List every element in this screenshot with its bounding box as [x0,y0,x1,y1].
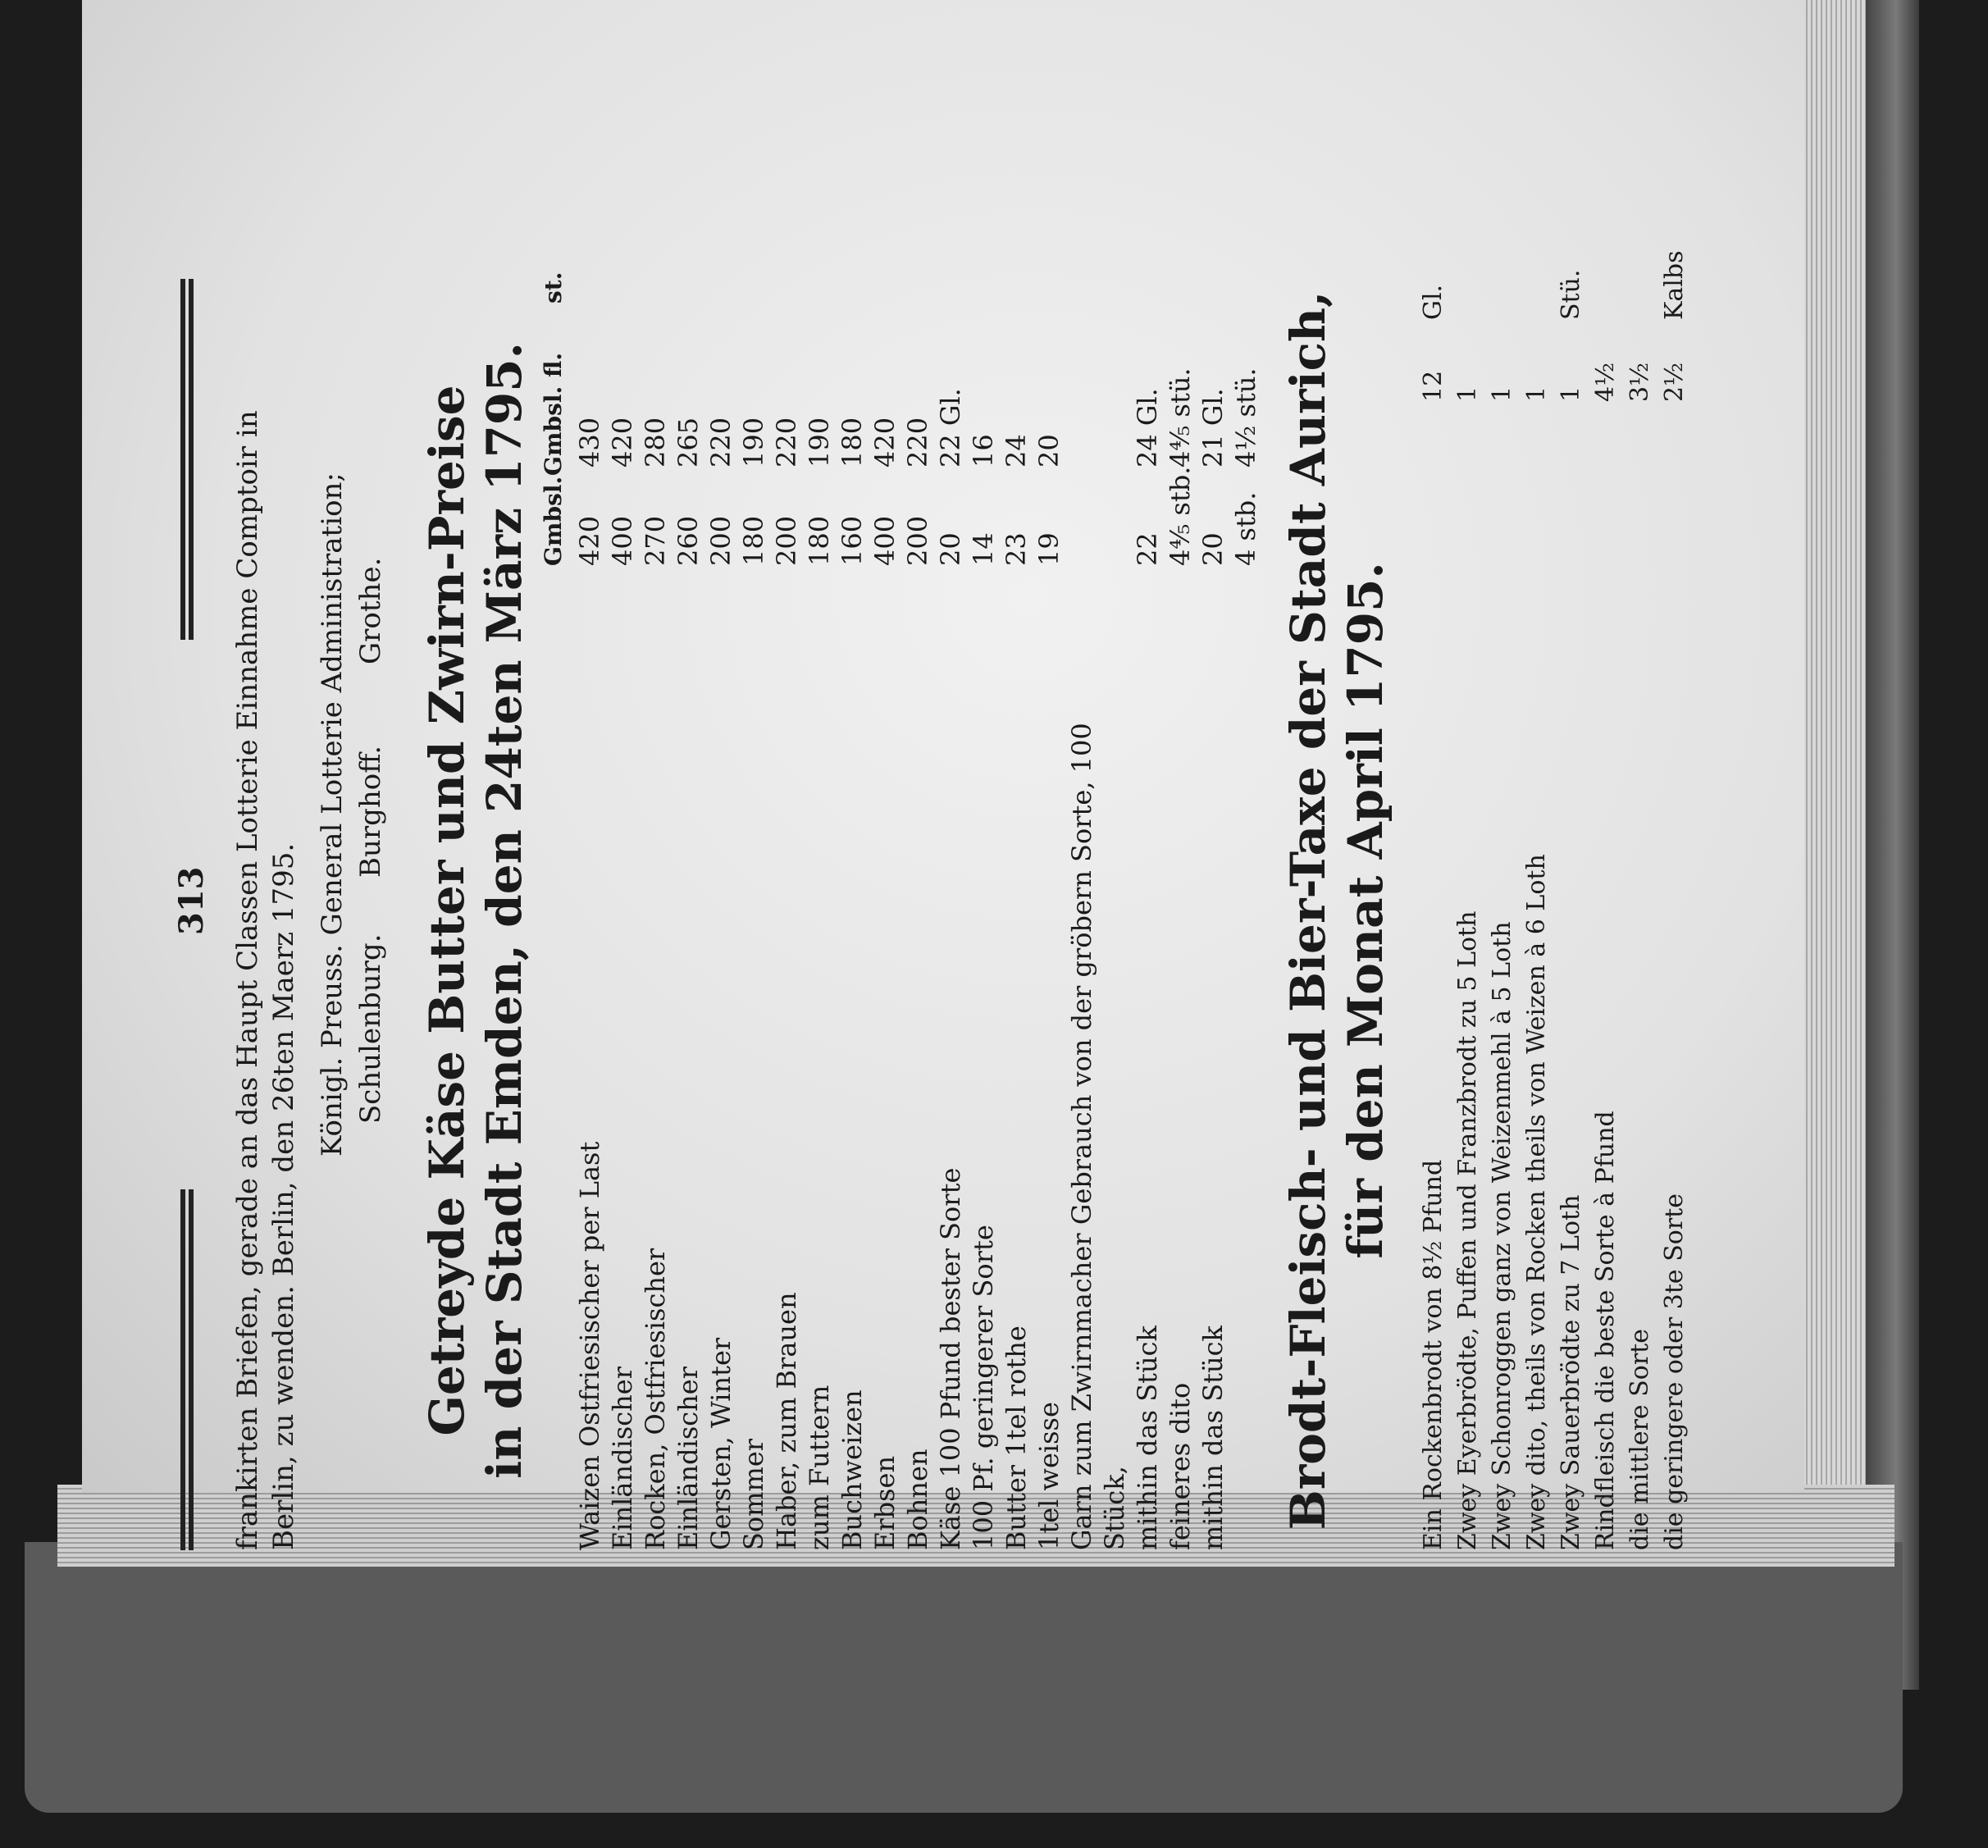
table-row [1099,254,1132,1550]
table-row [1132,254,1165,1550]
header-rule-left [180,1189,194,1550]
table-row [1066,254,1099,1550]
row-value-high: 190 [738,417,769,468]
row-label: Ein Rockenbrodt von 8½ Pfund [1419,1159,1448,1550]
row-value-low: 180 [738,515,769,566]
table-row [1557,254,1589,1550]
row-label: Zwey Schonroggen ganz von Weizenmehl à 5 Loth [1488,921,1516,1550]
table-row [1001,254,1033,1550]
row-value-low: 19 [1033,532,1065,566]
row-label: Zwey Sauerbrödte zu 7 Loth [1557,1194,1585,1550]
row-label: 100 Pf. geringerer Sorte [968,1225,999,1550]
row-label: Zwey dito, theils von Rocken theils von Weizen à 6 Loth [1522,854,1551,1550]
row-unit: Stü. [1557,269,1585,320]
row-value-low: 200 [771,515,802,566]
page-content-rotated [139,238,1763,1583]
page-number: 313 [172,866,211,935]
table-row [1197,254,1230,1550]
section1-title-2: in der Stadt Emden, den 24ten März 1795. [476,342,532,1479]
row-label: mithin das Stück [1197,1326,1229,1550]
header-rule-right [180,279,194,640]
row-unit: Kalbs [1660,250,1689,320]
col-header-3: fl. [540,352,567,377]
intro-line-1: frankirten Briefen, gerade an das Haupt Classen Lotterie Einnahme Comptoir in [231,410,264,1550]
row-label: Erbsen [869,1455,901,1550]
row-value-high: 16 [968,434,999,468]
row-value-low: 4 stb. [1230,491,1261,566]
row-value-high: 430 [574,417,605,468]
row-value-high: 220 [705,417,736,468]
table-row [804,254,837,1550]
row-value-low: 420 [574,515,605,566]
row-label: mithin das Stück [1132,1326,1163,1550]
table-row [1488,254,1521,1550]
table-row [574,254,607,1550]
row-value-high: 220 [771,417,802,468]
table-row [705,254,738,1550]
row-value-high: 420 [869,417,901,468]
signature-name-2: Burghoff. [354,745,387,878]
row-label: zum Futtern [804,1385,835,1550]
row-label: Rindfleisch die beste Sorte à Pfund [1591,1111,1620,1550]
row-label: Zwey Eyerbrödte, Puffen und Franzbrodt zu 5 Loth [1453,910,1482,1550]
table-row [1660,250,1693,1550]
signature-name-3: Grothe. [354,557,387,664]
row-value-low: 23 [1001,532,1032,566]
table-row [1165,254,1197,1550]
row-value-high: 24 [1001,434,1032,468]
table-row [1626,254,1658,1550]
row-label: 1tel weisse [1033,1402,1065,1550]
row-value-low: 20 [1197,532,1229,566]
row-label: Waizen Ostfriesischer per Last [574,1141,605,1550]
row-label: Butter 1tel rothe [1001,1326,1032,1550]
row-label: Käse 100 Pfund bester Sorte [935,1167,966,1550]
running-header [172,238,211,1583]
intro-line-2: Berlin, zu wenden. Berlin, den 26ten Maerz 1795. [267,842,300,1550]
row-value-low: 20 [935,532,966,566]
row-label: die mittlere Sorte [1626,1329,1654,1550]
row-price: 1 [1488,386,1516,402]
row-price: 4½ [1591,362,1620,402]
table-row [869,254,902,1550]
section2-title-1: Brodt-Fleisch- und Bier-Taxe der Stadt Aurich, [1280,290,1336,1531]
row-value-high: 420 [607,417,638,468]
row-value-low: 200 [705,515,736,566]
row-label: Bohnen [902,1449,933,1550]
row-value-low: 14 [968,532,999,566]
row-label: Haber, zum Brauen [771,1292,802,1550]
table-row [1230,254,1263,1550]
row-value-low: 400 [607,515,638,566]
row-value-high: 21 Gl. [1197,388,1229,468]
row-value-low: 260 [673,515,704,566]
table-row [1419,254,1452,1550]
row-value-low: 270 [640,515,671,566]
row-value-low: 4⅘ stb. [1165,466,1196,566]
row-label: Gersten, Winter [705,1337,736,1550]
table-row [640,254,673,1550]
table-row [1591,254,1624,1550]
table-row [1522,254,1555,1550]
row-value-high: 20 [1033,434,1065,468]
row-label: die geringere oder 3te Sorte [1660,1193,1689,1550]
row-value-high: 265 [673,417,704,468]
row-value-high: 280 [640,417,671,468]
row-label: Sommer [738,1438,769,1550]
table-row [771,254,804,1550]
row-unit: Gl. [1419,284,1448,320]
row-value-low: 200 [902,515,933,566]
row-label: Einländischer [607,1366,638,1550]
row-label: Garn zum Zwirnmacher Gebrauch von der gröbern Sorte, 100 [1066,723,1097,1550]
row-price: 2½ [1660,362,1689,402]
row-value-high: 22 Gl. [935,388,966,468]
row-value-high: 190 [804,417,835,468]
col-header-4: st. [540,271,567,303]
book-spine-edge [1862,0,1919,1690]
table-row [1033,254,1066,1550]
row-label: Einländischer [673,1366,704,1550]
row-price: 3½ [1626,362,1654,402]
section1-title-1: Getreyde Käse Butter und Zwirn-Preise [419,385,475,1436]
row-value-high: 4⅘ stü. [1165,367,1196,468]
row-label: Stück, [1099,1466,1130,1550]
table-row [738,254,771,1550]
row-price: 12 [1419,370,1448,402]
row-price: 1 [1453,386,1482,402]
row-value-high: 220 [902,417,933,468]
row-value-high: 180 [837,417,868,468]
row-price: 1 [1522,386,1551,402]
section2-title-2: für den Monat April 1795. [1338,562,1393,1259]
row-label: feineres dito [1165,1382,1196,1550]
row-value-low: 22 [1132,532,1163,566]
row-value-low: 160 [837,515,868,566]
row-value-high: 4½ stü. [1230,367,1261,468]
row-value-low: 180 [804,515,835,566]
table-row [1453,254,1486,1550]
row-value-low: 400 [869,515,901,566]
signature-name-1: Schulenburg. [354,933,387,1124]
table-row [968,254,1001,1550]
table-row [673,254,705,1550]
table-row [902,254,935,1550]
col-header-2: Gmbsl. [540,386,567,476]
table-row [935,254,968,1550]
col-header-1: Gmbsl. [540,476,567,566]
row-value-high: 24 Gl. [1132,388,1163,468]
signature-authority: Königl. Preuss. General Lotterie Administration; [316,472,349,1157]
row-label: Rocken, Ostfriesischer [640,1248,671,1550]
table-row [607,254,640,1550]
table-row [837,254,869,1550]
row-price: 1 [1557,386,1585,402]
row-label: Buchweizen [837,1389,868,1550]
